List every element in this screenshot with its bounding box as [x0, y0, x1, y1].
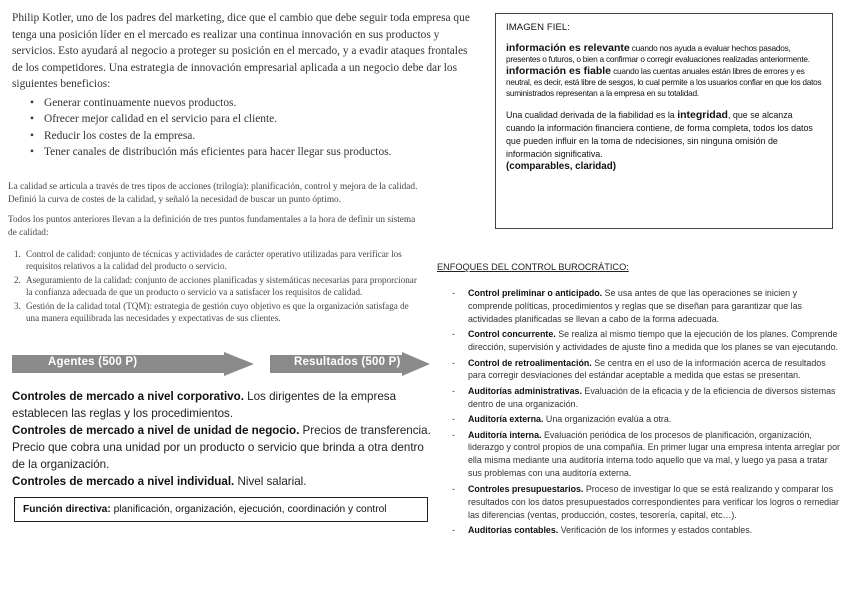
list-item: [8, 274, 424, 298]
item-term: Control de retroalimentación.: [468, 357, 592, 368]
item-text: Se usa antes de que las operaciones se inicien y comprende políticas, procedimientos y reglas que se diseñan para garantizar que las actividades planificadas se llevan a cabo de la forma adecuada.: [468, 288, 802, 324]
list-item: [452, 287, 842, 326]
benefits-list: [12, 95, 472, 161]
list-text: Gestión de la calidad total (TQM): estrategia de gestión cuyo objetivo es que la organización satisfaga de una manera equilibrada las necesidades y expectativas de sus clientes.: [26, 300, 409, 324]
item-term: Auditoría interna.: [468, 429, 542, 440]
fiable-paragraph: [506, 66, 822, 100]
integridad-paragraph: [506, 109, 822, 160]
kotler-paragraph: Philip Kotler, uno de los padres del marketing, dice que el cambio que debe seguir toda empresa que tenga una posición líder en el mercado es realizar una continua innovación en sus productos y servicios. Esto ayudará al negocio a proteger su posición en el mercado, y a evadir ataques frontales de los competidores. Una estrategia de innovación empresarial aplicada a un negocio debe dar los siguientes beneficios:: [12, 12, 470, 91]
enfoques-list: [452, 287, 842, 539]
control-individual: [12, 473, 432, 490]
control-corporativo: [12, 388, 432, 422]
item-text: Se realiza al mismo tiempo que la ejecución de los planes. Comprende dirección, supervisión y actividades de ajuste fino a medida que los planes se van ejecutando.: [468, 329, 839, 353]
list-item: [452, 524, 842, 537]
list-number: 1.: [14, 249, 21, 259]
resultados-arrow: [270, 352, 430, 376]
list-item: [452, 328, 842, 354]
item-term: Auditorías administrativas.: [468, 385, 582, 396]
fiable-term: información es fiable: [506, 64, 612, 77]
item-text: Se centra en el uso de la información acerca de resultados para corregir desviaciones del estándar aceptable a medida que estas se presentan.: [468, 357, 826, 381]
item-term: Control preliminar o anticipado.: [468, 288, 603, 298]
sistema-calidad-intro: Todos los puntos anteriores llevan a la definición de tres puntos fundamentales a la hora de definir un sistema de calidad:: [8, 215, 416, 238]
control-corporativo-text: Los dirigentes de la empresa establecen las reglas y los procedimientos.: [12, 390, 397, 420]
list-item: [452, 357, 842, 383]
item-text: Verificación de los informes y estados contables.: [558, 524, 753, 535]
item-term: Controles presupuestarios.: [468, 483, 584, 494]
list-item: • Tener canales de distribución más eficientes para hacer llegar sus productos.: [12, 144, 472, 160]
list-text: Control de calidad: conjunto de técnicas y actividades de carácter operativo utilizadas para verificar los requisitos relativos a la calidad del producto o servicio.: [26, 249, 402, 272]
funcion-directiva-box: [14, 497, 428, 522]
calidad-points-list: [8, 248, 424, 326]
list-item: • Ofrecer mejor calidad en el servicio para el cliente.: [12, 111, 472, 127]
control-unidad-title: Controles de mercado a nivel de unidad de negocio.: [12, 424, 300, 437]
funcion-label: Función directiva:: [23, 504, 111, 515]
fiable-text: cuando las cuentas anuales están libres de errores y es neutral, es decir, está libre de sesgos, lo cual permite a los usuarios confiar en que los datos suministrados representan a la empresa en su totalidad.: [506, 65, 822, 99]
relevante-paragraph: [506, 43, 822, 66]
control-unidad: [12, 422, 432, 473]
funcion-text: planificación, organización, ejecución, coordinación y control: [110, 504, 387, 515]
list-text: Aseguramiento de la calidad: conjunto de acciones planificadas y sistemáticas necesarias para proporcionar la confianza adecuada de que un producto o servicio va a satisfacer los requisitos de calidad.: [26, 274, 417, 298]
agentes-arrow: [12, 352, 254, 376]
list-item: [8, 300, 424, 324]
control-unidad-text: Precios de transferencia. Precio que cobra una unidad por un producto o servicio que brinda a otra dentro de la organización.: [12, 424, 431, 471]
control-individual-text: Nivel salarial.: [234, 475, 307, 488]
integridad-text: , que se alcanza cuando la información financiera contiene, de forma completa, todos los datos que pueden influir en la toma de ndecisiones, sin ninguna omisión de información significativa.: [506, 110, 813, 159]
item-text: Evaluación periódica de los procesos de planificación, organización, liderazgo y control propios de una compañía. En primer lugar una empresa intenta arreglar por ella misma mediante una auditoría interna todo aquello que va mal, y luego ya pasa a tratar sus problemas con una auditoría externa.: [468, 429, 840, 479]
list-item: [452, 413, 842, 426]
imagen-fiel-box: [495, 13, 833, 229]
enfoques-title: ENFOQUES DEL CONTROL BUROCRÁTICO:: [437, 262, 629, 272]
control-corporativo-title: Controles de mercado a nivel corporativo.: [12, 390, 244, 403]
item-text: Evaluación de la eficacia y de la eficiencia de diversos sistemas dentro de una organización.: [468, 385, 836, 409]
list-item: [452, 429, 842, 481]
list-item: • Reducir los costes de la empresa.: [12, 128, 472, 144]
relevante-term: información es relevante: [506, 42, 630, 54]
controles-mercado-section: [12, 388, 432, 490]
list-number: 2.: [14, 274, 21, 285]
item-term: Auditorías contables.: [468, 524, 559, 535]
item-text: Proceso de investigar lo que se está realizando y comparar los resultados con los datos presupuestados correspondientes para verificar los logros o remediar las diferencias (ventas, producción, costes, tesorería, capital, etc…).: [468, 483, 839, 520]
list-item: [8, 248, 424, 272]
list-number: 3.: [14, 300, 21, 311]
imagen-fiel-title: IMAGEN FIEL:: [506, 22, 571, 33]
list-item: [452, 385, 842, 411]
control-individual-title: Controles de mercado a nivel individual.: [12, 475, 235, 488]
agentes-label: Agentes (500 P): [48, 356, 138, 368]
integridad-pre: Una cualidad derivada de la fiabilidad es la: [506, 110, 678, 121]
item-text: Una organización evalúa a otra.: [543, 414, 672, 425]
list-item: [452, 483, 842, 522]
relevante-text: cuando nos ayuda a evaluar hechos pasados, presentes o futuros, o bien a confirmar o corregir evaluaciones realizadas anteriormente.: [506, 43, 810, 65]
trilogia-paragraph: La calidad se articula a través de tres tipos de acciones (trilogía): planificación, control y mejora de la calidad. Definió la curva de costes de la calidad, y señaló la necesidad de buscar un punto óptimo.: [8, 182, 418, 205]
list-item: • Generar continuamente nuevos productos.: [12, 95, 472, 111]
comparables-note: (comparables, claridad): [506, 161, 616, 173]
item-term: Control concurrente.: [468, 329, 556, 340]
integridad-term: integridad: [677, 109, 728, 122]
resultados-label: Resultados (500 P): [294, 356, 401, 368]
item-term: Auditoría externa.: [468, 414, 544, 425]
